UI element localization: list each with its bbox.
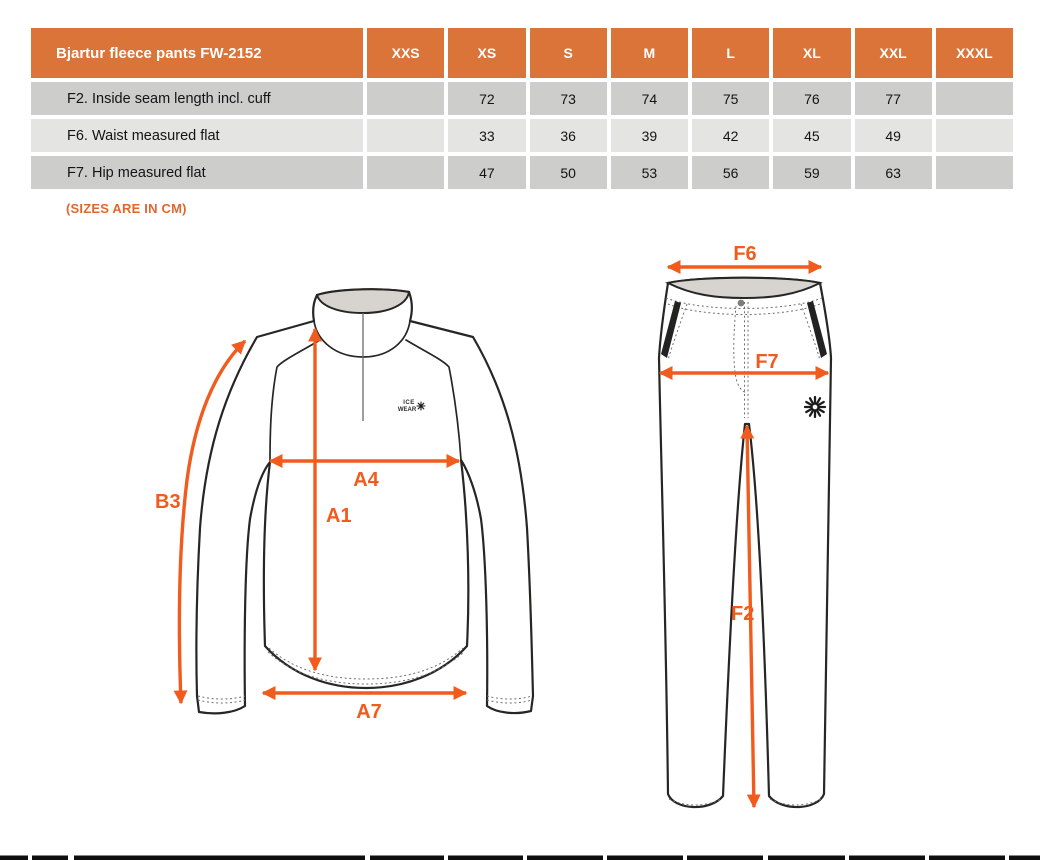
size-chart-table	[31, 28, 1013, 189]
value-cell: 77	[855, 82, 932, 115]
f6-label: F6	[733, 243, 757, 265]
value-cell: 50	[530, 156, 607, 189]
size-column-header: XXXL	[936, 28, 1013, 78]
value-cell: 45	[773, 119, 850, 152]
size-column-header: XL	[773, 28, 850, 78]
size-column-header: M	[611, 28, 688, 78]
measurement-diagrams	[0, 230, 1040, 860]
row-label-cell: F6. Waist measured flat	[31, 119, 363, 152]
b3-label: B3	[155, 491, 181, 513]
value-cell: 63	[855, 156, 932, 189]
size-column-header: L	[692, 28, 769, 78]
value-cell: 47	[448, 156, 525, 189]
row-label-cell: F7. Hip measured flat	[31, 156, 363, 189]
value-cell	[936, 119, 1013, 152]
value-cell: 39	[611, 119, 688, 152]
value-cell: 76	[773, 82, 850, 115]
value-cell	[936, 82, 1013, 115]
value-cell: 72	[448, 82, 525, 115]
value-cell: 73	[530, 82, 607, 115]
waist-button	[738, 300, 745, 307]
size-column-header: S	[530, 28, 607, 78]
value-cell: 49	[855, 119, 932, 152]
pants-drawing	[659, 243, 831, 807]
svg-text:WEAR: WEAR	[397, 407, 417, 413]
value-cell: 53	[611, 156, 688, 189]
value-cell: 74	[611, 82, 688, 115]
value-cell	[367, 82, 444, 115]
value-cell: 36	[530, 119, 607, 152]
a7-label: A7	[356, 701, 382, 723]
svg-text:ICE: ICE	[403, 400, 415, 406]
f2-label: F2	[731, 603, 755, 625]
table-title-cell: Bjartur fleece pants FW-2152	[31, 28, 363, 78]
a4-label: A4	[353, 469, 379, 491]
size-column-header: XXL	[855, 28, 932, 78]
partial-next-table-border	[0, 856, 1040, 860]
a1-label: A1	[326, 505, 352, 527]
size-column-header: XXS	[367, 28, 444, 78]
size-column-header: XS	[448, 28, 525, 78]
value-cell	[936, 156, 1013, 189]
value-cell	[367, 156, 444, 189]
value-cell: 42	[692, 119, 769, 152]
value-cell: 56	[692, 156, 769, 189]
sizes-in-cm-note: (SIZES ARE IN CM)	[66, 201, 187, 216]
row-label-cell: F2. Inside seam length incl. cuff	[31, 82, 363, 115]
value-cell: 59	[773, 156, 850, 189]
fleece-top-drawing	[155, 289, 533, 723]
value-cell	[367, 119, 444, 152]
logo-snowflake-icon	[417, 402, 425, 410]
value-cell: 75	[692, 82, 769, 115]
f7-label: F7	[755, 351, 779, 373]
value-cell: 33	[448, 119, 525, 152]
